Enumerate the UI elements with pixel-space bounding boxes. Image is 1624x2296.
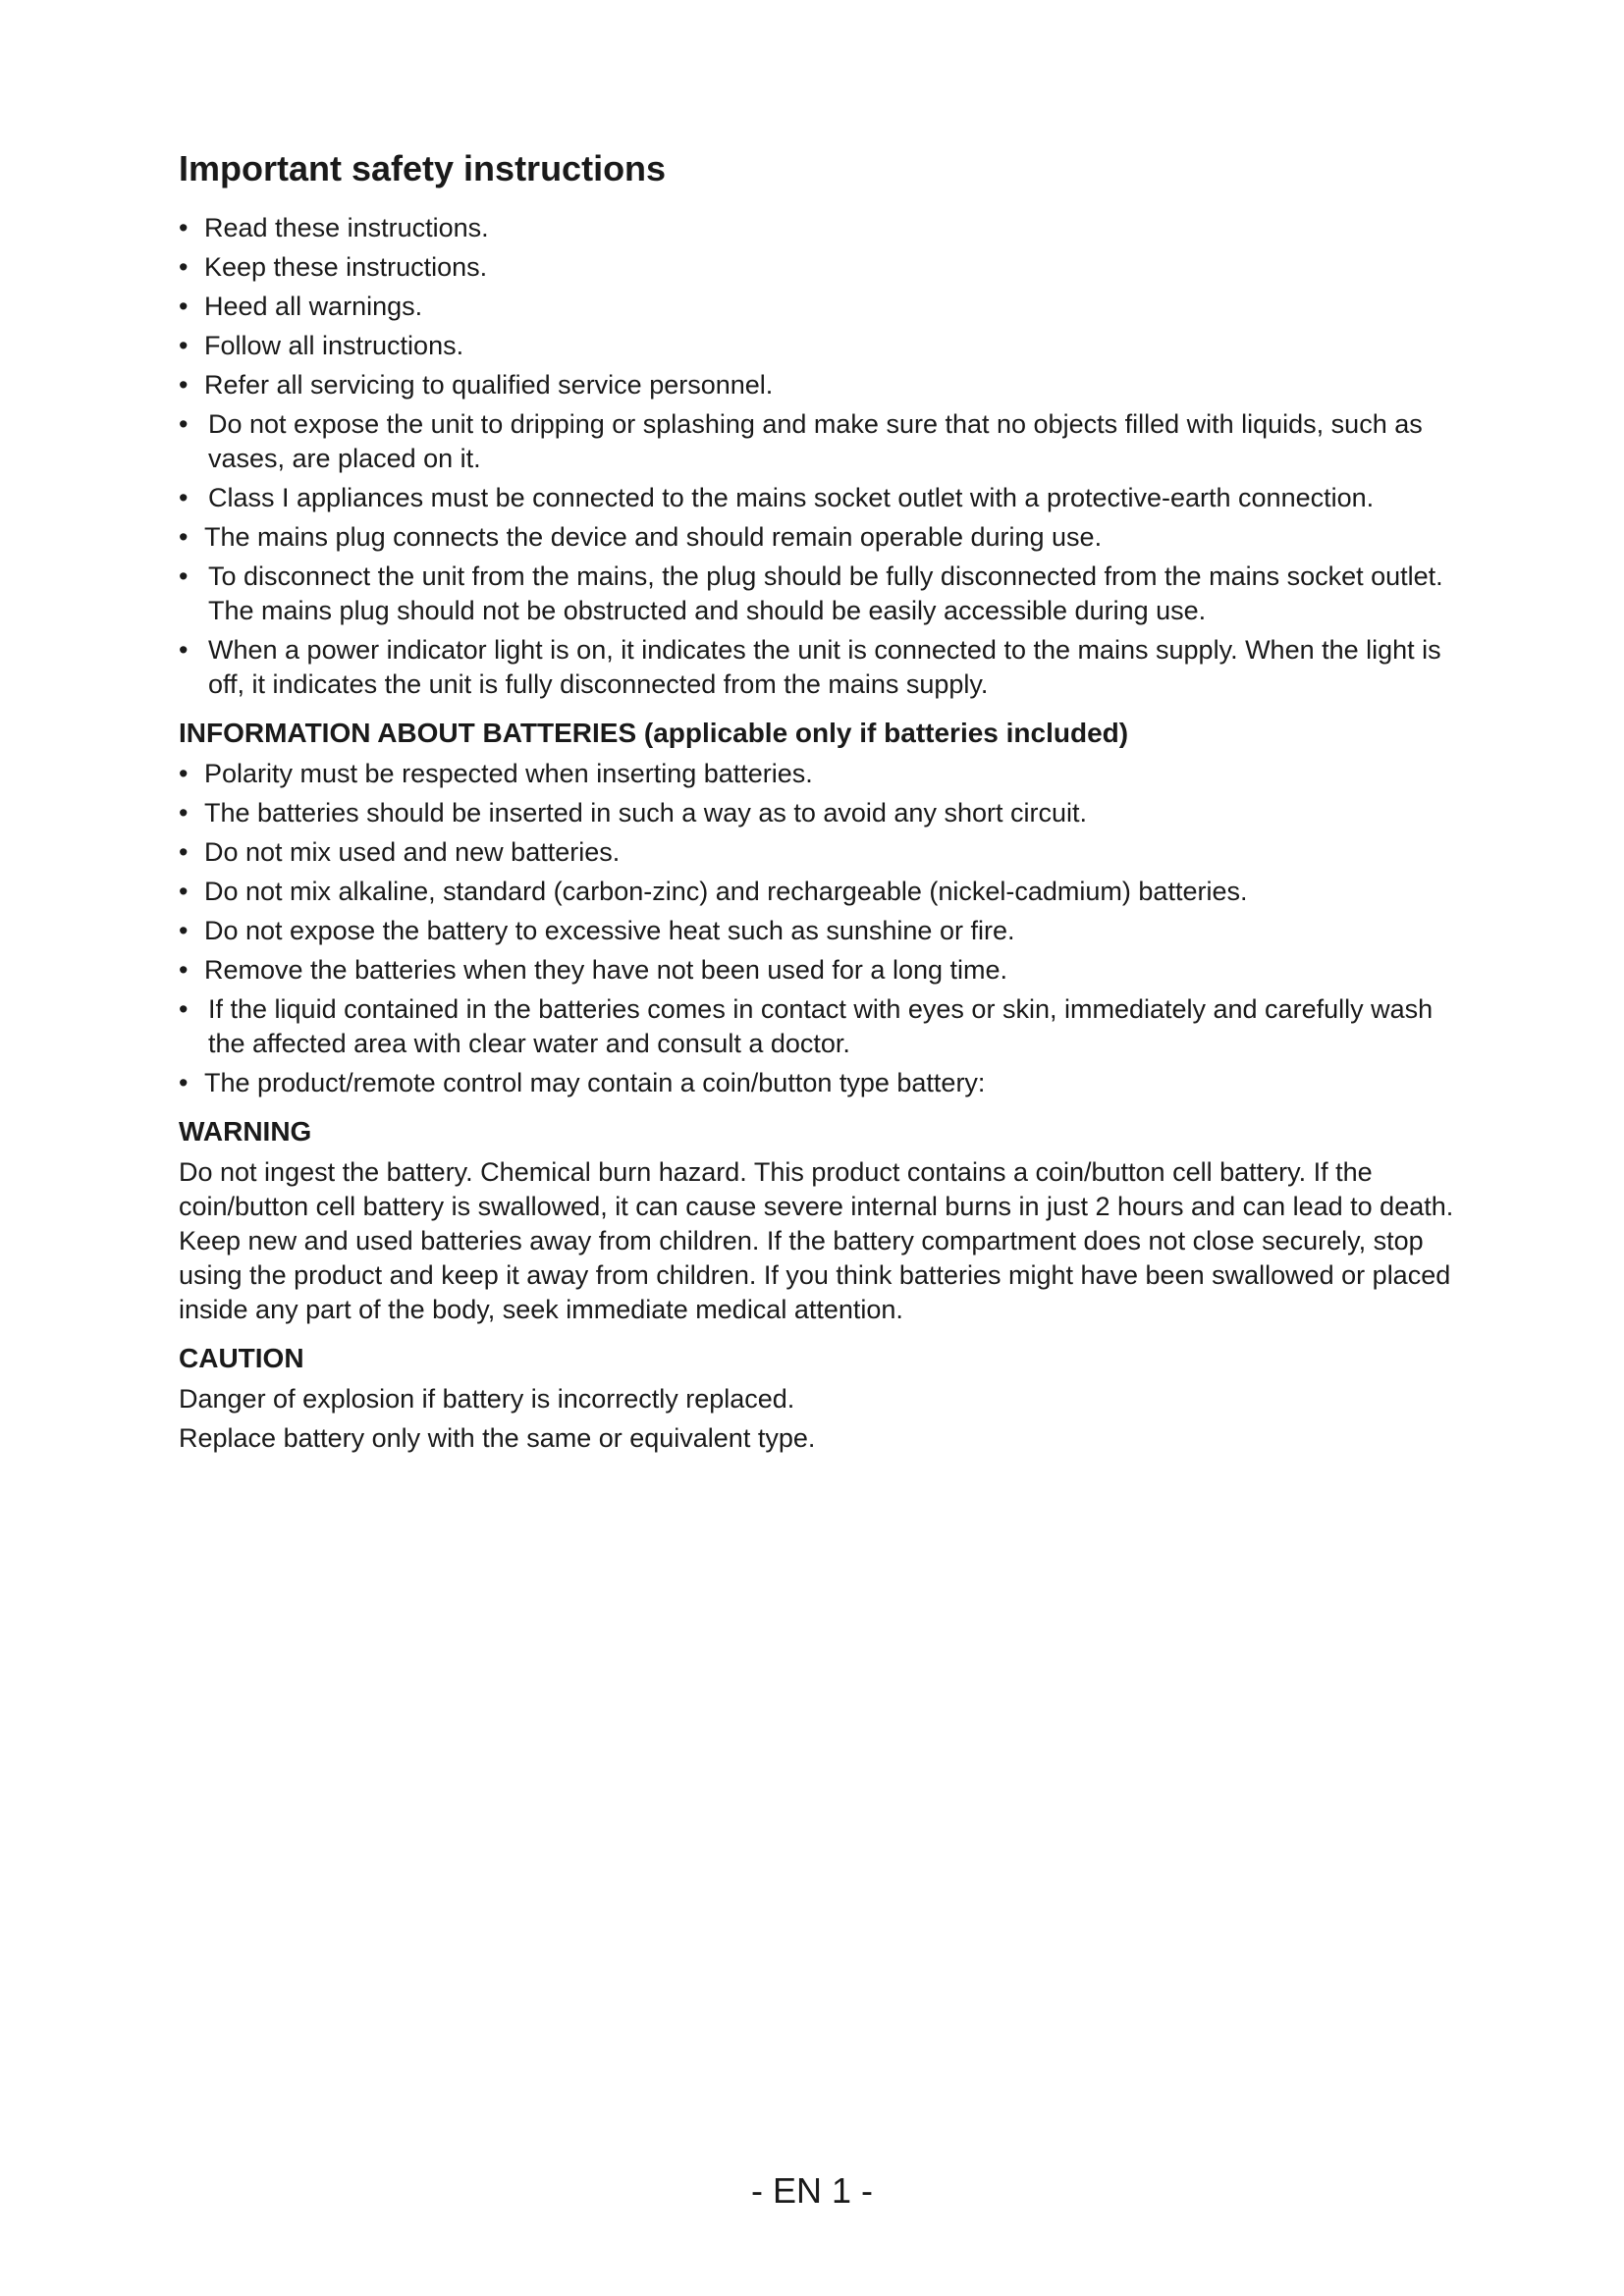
list-item: • Read these instructions.: [179, 211, 1475, 245]
bullet-icon: •: [179, 483, 189, 513]
bullet-icon: •: [179, 331, 189, 361]
list-item: • Class I appliances must be connected to the mains socket outlet with a protective-earth connection.: [179, 481, 1475, 515]
warning-text: Do not ingest the battery. Chemical burn hazard. This product contains a coin/button cell battery. If the coin/button cell battery is swallowed, it can cause severe internal burns in just 2 hours and can lead to death. Keep new and used batteries away from children. If the battery compartment does not close securely, stop using the product and keep it away from children. If you think batteries might have been swallowed or placed inside any part of the body, seek immediate medical attention.: [179, 1157, 1454, 1325]
list-item: • When a power indicator light is on, it indicates the unit is connected to the mains supply. When the light is off, it indicates the unit is fully disconnected from the mains supply.: [179, 635, 1441, 700]
battery-info-list: [179, 757, 1475, 1100]
list-item: • Remove the batteries when they have not been used for a long time.: [179, 953, 1475, 988]
bullet-icon: •: [179, 252, 189, 283]
bullet-icon: •: [179, 522, 189, 553]
list-item: • Do not expose the unit to dripping or splashing and make sure that no objects filled with liquids, such as vases, are placed on it.: [179, 409, 1423, 474]
list-item: • Do not mix used and new batteries.: [179, 835, 1475, 870]
bullet-icon: •: [179, 994, 189, 1025]
list-item: • If the liquid contained in the batteries comes in contact with eyes or skin, immediately and carefully wash the affected area with clear water and consult a doctor.: [179, 994, 1434, 1059]
bullet-icon: •: [179, 213, 189, 243]
list-item: • The batteries should be inserted in such a way as to avoid any short circuit.: [179, 796, 1475, 830]
caution-line: Danger of explosion if battery is incorrectly replaced.: [179, 1384, 795, 1415]
safety-instructions-list: [179, 211, 1475, 702]
page-title: Important safety instructions: [179, 148, 667, 188]
caution-heading: CAUTION: [179, 1343, 304, 1374]
list-item: • Heed all warnings.: [179, 290, 1475, 324]
list-item: • Keep these instructions.: [179, 250, 1475, 285]
bullet-icon: •: [179, 837, 189, 868]
list-item: • The mains plug connects the device and should remain operable during use.: [179, 520, 1475, 555]
bullet-icon: •: [179, 561, 189, 592]
bullet-icon: •: [179, 370, 189, 400]
list-item: • Polarity must be respected when inserting batteries.: [179, 757, 1475, 791]
caution-line: Replace battery only with the same or equivalent type.: [179, 1423, 816, 1454]
bullet-icon: •: [179, 1068, 189, 1098]
list-item: • To disconnect the unit from the mains, the plug should be fully disconnected from the mains socket outlet. The mains plug should not be obstructed and should be easily accessible during use.: [179, 561, 1443, 626]
list-item: • Follow all instructions.: [179, 329, 1475, 363]
bullet-icon: •: [179, 955, 189, 986]
list-item: • Do not expose the battery to excessive heat such as sunshine or fire.: [179, 914, 1475, 948]
page-number: - EN 1 -: [750, 2170, 873, 2211]
bullet-icon: •: [179, 798, 189, 828]
warning-heading: WARNING: [179, 1116, 312, 1148]
bullet-icon: •: [179, 409, 189, 440]
batteries-heading: INFORMATION ABOUT BATTERIES (applicable only if batteries included): [179, 718, 1129, 749]
document-page: [179, 147, 1475, 1456]
list-item: • The product/remote control may contain a coin/button type battery:: [179, 1066, 1475, 1100]
list-item: • Do not mix alkaline, standard (carbon-zinc) and rechargeable (nickel-cadmium) batteries.: [179, 875, 1475, 909]
bullet-icon: •: [179, 916, 189, 946]
list-item: • Refer all servicing to qualified service personnel.: [179, 368, 1475, 402]
bullet-icon: •: [179, 635, 189, 666]
bullet-icon: •: [179, 759, 189, 789]
bullet-icon: •: [179, 292, 189, 322]
bullet-icon: •: [179, 877, 189, 907]
